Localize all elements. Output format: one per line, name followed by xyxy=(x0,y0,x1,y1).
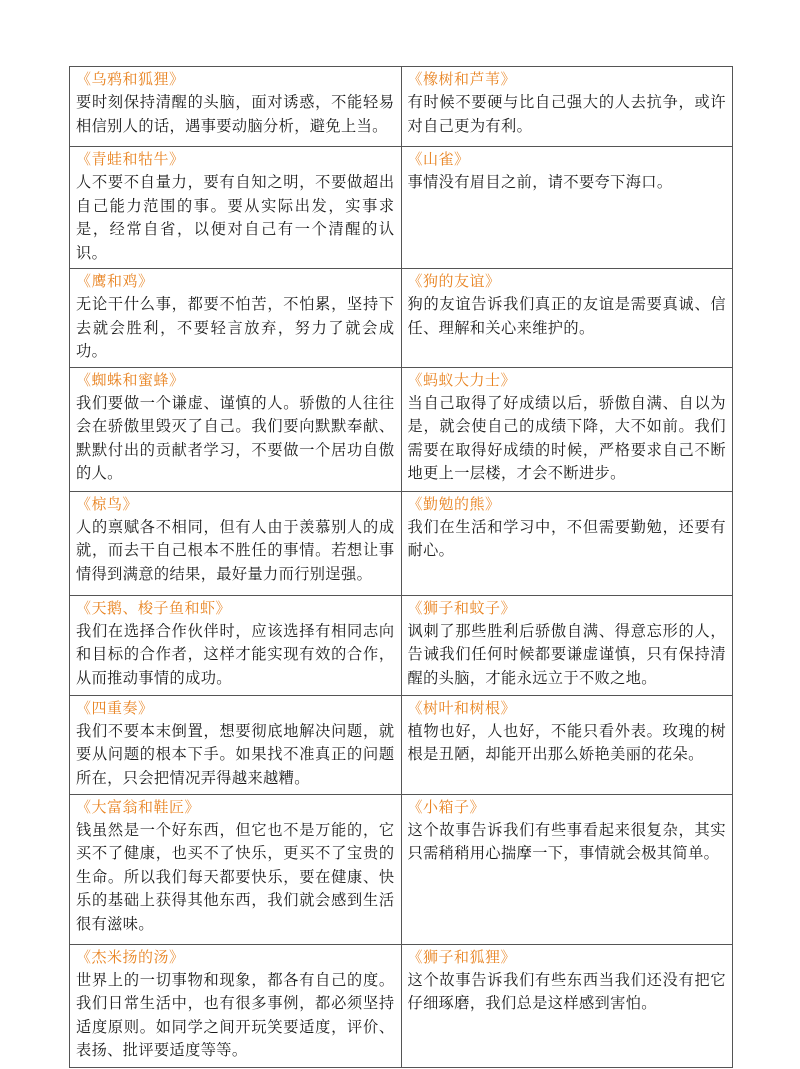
fable-cell xyxy=(70,147,402,269)
fable-cell xyxy=(401,695,733,794)
fable-cell xyxy=(401,67,733,147)
fable-moral: 我们不要本末倒置，想要彻底地解决问题，就要从问题的根本下手。如果找不准真正的问题所在，只会把情况弄得越来越糟。 xyxy=(76,721,395,787)
fable-cell xyxy=(401,491,733,595)
table-row xyxy=(70,695,733,794)
fable-cell xyxy=(401,147,733,269)
table-row xyxy=(70,491,733,595)
fable-title: 《狮子和狐狸》 xyxy=(407,947,517,966)
fable-title: 《杰米扬的汤》 xyxy=(76,947,185,966)
fable-title: 《四重奏》 xyxy=(76,698,154,717)
fable-moral: 我们在选择合作伙伴时，应该选择有相同志向和目标的合作者，这样才能实现有效的合作，从而推动事情的成功。 xyxy=(76,621,395,687)
fable-cell xyxy=(70,491,402,595)
fable-title: 《大富翁和鞋匠》 xyxy=(76,797,201,816)
fable-title: 《椋鸟》 xyxy=(76,494,139,513)
fable-title: 《蚂蚁大力士》 xyxy=(407,370,517,389)
fable-title: 《树叶和树根》 xyxy=(407,698,517,717)
fable-moral: 当自己取得了好成绩以后，骄傲自满、自以为是，就会使自己的成绩下降，大不如前。我们需要在取得好成绩的时候，严格要求自己不断地更上一层楼，才会不断进步。 xyxy=(407,393,726,482)
fable-moral: 植物也好，人也好，不能只看外表。玫瑰的树根是丑陋，却能开出那么娇艳美丽的花朵。 xyxy=(407,721,726,763)
fable-moral: 要时刻保持清醒的头脑，面对诱惑，不能轻易相信别人的话，遇事要动脑分析，避免上当。 xyxy=(76,93,395,135)
fable-moral: 人不要不自量力，要有自知之明，不要做超出自己能力范围的事。要从实际出发，实事求是，经常自省，以便对自己有一个清醒的认识。 xyxy=(76,173,395,262)
fable-cell xyxy=(401,269,733,368)
fable-moral: 世界上的一切事物和现象，都各有自己的度。我们日常生活中，也有很多事例，都必须坚持适度原则。如同学之间开玩笑要适度，评价、表扬、批评要适度等等。 xyxy=(76,970,395,1059)
fable-title: 《橡树和芦苇》 xyxy=(407,70,517,88)
fable-moral: 这个故事告诉我们有些事看起来很复杂，其实只需稍稍用心揣摩一下，事情就会极其简单。 xyxy=(407,820,726,862)
fable-cell xyxy=(70,944,402,1067)
fable-cell xyxy=(70,269,402,368)
fable-title: 《狗的友谊》 xyxy=(407,272,501,290)
fable-cell xyxy=(401,944,733,1067)
fable-title: 《天鹅、梭子鱼和虾》 xyxy=(76,598,232,617)
fable-title: 《勤勉的熊》 xyxy=(407,494,501,513)
fable-cell xyxy=(70,695,402,794)
table-row xyxy=(70,147,733,269)
fable-moral: 我们要做一个谦虚、谨慎的人。骄傲的人往往会在骄傲里毁灭了自己。我们要向默默奉献、默默付出的贡献者学习，不要做一个居功自傲的人。 xyxy=(76,393,395,482)
table-row xyxy=(70,595,733,695)
fable-cell xyxy=(70,367,402,491)
fable-moral: 事情没有眉目之前，请不要夸下海口。 xyxy=(407,173,673,191)
fable-cell xyxy=(401,794,733,944)
fable-title: 《青蛙和牯牛》 xyxy=(76,150,185,168)
document-page xyxy=(69,66,733,1068)
fable-cell xyxy=(70,67,402,147)
table-row xyxy=(70,67,733,147)
fable-moral: 狗的友谊告诉我们真正的友谊是需要真诚、信任、理解和关心来维护的。 xyxy=(407,295,726,337)
fable-title: 《蜘蛛和蜜蜂》 xyxy=(76,370,185,389)
fable-table xyxy=(69,66,733,1068)
table-row xyxy=(70,794,733,944)
fable-cell xyxy=(70,794,402,944)
fable-title: 《乌鸦和狐狸》 xyxy=(76,70,185,88)
table-row xyxy=(70,269,733,368)
fable-moral: 这个故事告诉我们有些东西当我们还没有把它仔细琢磨，我们总是这样感到害怕。 xyxy=(407,970,726,1012)
fable-moral: 有时候不要硬与比自己强大的人去抗争，或许对自己更为有利。 xyxy=(407,93,726,135)
fable-moral: 钱虽然是一个好东西，但它也不是万能的，它买不了健康，也买不了快乐，更买不了宝贵的生命。所以我们每天都要快乐，要在健康、快乐的基础上获得其他东西，我们就会感到生活很有滋味。 xyxy=(76,820,395,933)
fable-moral: 无论干什么事，都要不怕苦，不怕累，坚持下去就会胜利，不要轻言放弃，努力了就会成功。 xyxy=(76,295,395,360)
fable-title: 《山雀》 xyxy=(407,150,470,168)
fable-cell xyxy=(401,367,733,491)
table-row xyxy=(70,944,733,1067)
fable-moral: 人的禀赋各不相同，但有人由于羡慕别人的成就，而去干自己根本不胜任的事情。若想让事情得到满意的结果，最好量力而行别逞强。 xyxy=(76,517,395,583)
fable-title: 《狮子和蚊子》 xyxy=(407,598,517,617)
fable-cell xyxy=(70,595,402,695)
fable-moral: 讽刺了那些胜利后骄傲自满、得意忘形的人，告诫我们任何时候都要谦虚谨慎，只有保持清醒的头脑，才能永远立于不败之地。 xyxy=(407,621,726,687)
fable-title: 《鹰和鸡》 xyxy=(76,272,154,290)
fable-cell xyxy=(401,595,733,695)
fable-moral: 我们在生活和学习中，不但需要勤勉，还要有耐心。 xyxy=(407,517,726,559)
table-row xyxy=(70,367,733,491)
fable-title: 《小箱子》 xyxy=(407,797,486,816)
